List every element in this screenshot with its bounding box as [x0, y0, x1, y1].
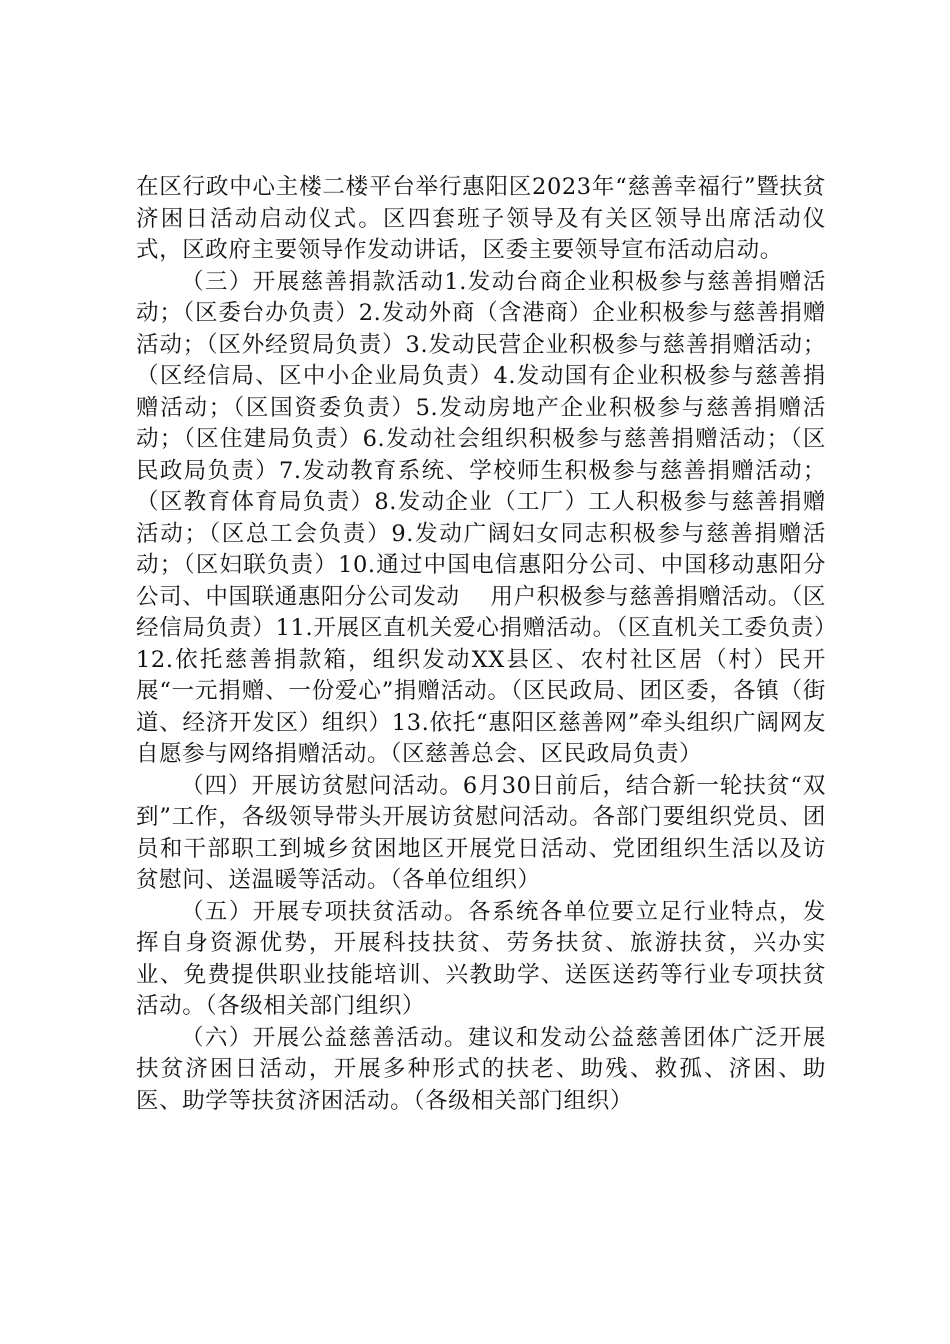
document-body	[136, 172, 826, 1117]
paragraph-poverty-visits: （四）开展访贫慰问活动。6月30日前后，结合新一轮扶贫“双到”工作，各级领导带头开展访贫慰问活动。各部门要组织党员、团员和干部职工到城乡贫困地区开展党日活动、党团组织生活以及访贫慰问、送温暖等活动。（各单位组织）	[136, 772, 826, 893]
paragraph-opening-ceremony: 在区行政中心主楼二楼平台举行惠阳区2023年“慈善幸福行”暨扶贫济困日活动启动仪式。区四套班子领导及有关区领导出席活动仪式，区政府主要领导作发动讲话，区委主要领导宣布活动启动。	[136, 174, 826, 263]
paragraph-charity-donation: （三）开展慈善捐款活动1.发动台商企业积极参与慈善捐赠活动；（区委台办负责）2.发动外商（含港商）企业积极参与慈善捐赠活动；（区外经贸局负责）3.发动民营企业积极参与慈善捐赠活动；（区经信局、区中小企业局负责）4.发动国有企业积极参与慈善捐赠活动；（区国资委负责）5.发动房地产企业积极参与慈善捐赠活动；（区住建局负责）6.发动社会组织积极参与慈善捐赠活动；（区民政局负责）7.发动教育系统、学校师生积极参与慈善捐赠活动；（区教育体育局负责）8.发动企业（工厂）工人积极参与慈善捐赠活动；（区总工会负责）9.发动广阔妇女同志积极参与慈善捐赠活动；（区妇联负责）10.通过中国电信惠阳分公司、中国移动惠阳分公司、中国联通惠阳分公司发动 用户积极参与慈善捐赠活动。（区经信局负责）11.开展区直机关爱心捐赠活动。（区直机关工委负责）12.依托慈善捐款箱，组织发动XX县区、农村社区居（村）民开展“一元捐赠、一份爱心”捐赠活动。（区民政局、团区委，各镇（街道、经济开发区）组织）13.依托“惠阳区慈善网”牵头组织广阔网友自愿参与网络捐赠活动。（区慈善总会、区民政局负责）	[136, 268, 826, 767]
paragraph-public-welfare: （六）开展公益慈善活动。建议和发动公益慈善团体广泛开展扶贫济困日活动，开展多种形式的扶老、助残、救孤、济困、助医、助学等扶贫济困活动。（各级相关部门组织）	[136, 1024, 826, 1114]
paragraph-special-poverty-relief: （五）开展专项扶贫活动。各系统各单位要立足行业特点，发挥自身资源优势，开展科技扶贫、劳务扶贫、旅游扶贫，兴办实业、免费提供职业技能培训、兴教助学、送医送药等行业专项扶贫活动。（各级相关部门组织）	[136, 898, 826, 1019]
